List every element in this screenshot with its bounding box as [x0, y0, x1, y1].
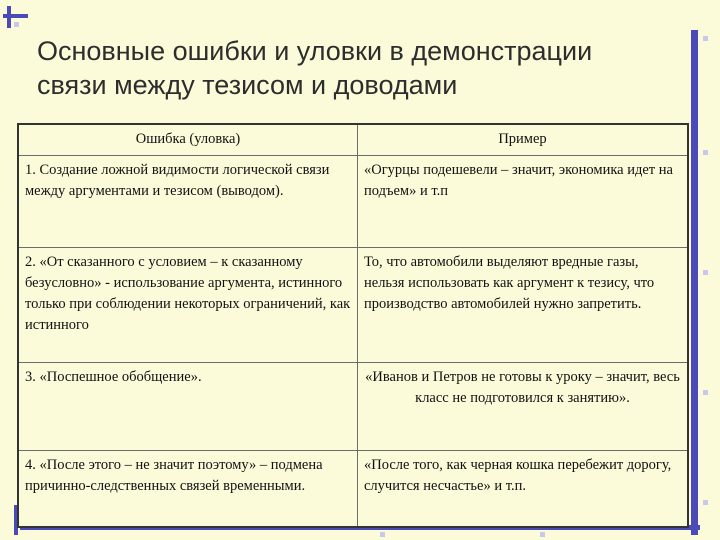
frame-dot [703, 270, 708, 275]
cell-example: «После того, как черная кошка перебежит дорогу, случится несчастье» и т.п. [358, 451, 689, 527]
table-row [18, 363, 688, 451]
frame-dot [14, 22, 19, 27]
cell-error: 2. «От сказанного с условием – к сказанному безусловно» - использование аргумента, истинного только при соблюдении некоторых ограничений, как истинного [18, 248, 358, 363]
table-row [18, 248, 688, 363]
cell-example: «Огурцы подешевели – значит, экономика идет на подъем» и т.п [358, 156, 689, 248]
frame-dot [540, 532, 545, 537]
title-line-1: Основные ошибки и уловки в демонстрации [37, 36, 593, 66]
cell-error: 1. Создание ложной видимости логической связи между аргументами и тезисом (выводом). [18, 156, 358, 248]
header-example: Пример [358, 124, 689, 156]
frame-dot [703, 390, 708, 395]
title-line-2: связи между тезисом и доводами [37, 70, 458, 100]
cell-error: 3. «Поспешное обобщение». [18, 363, 358, 451]
page-title [37, 34, 677, 102]
cell-example: «Иванов и Петров не готовы к уроку – значит, весь класс не подготовился к занятию». [358, 363, 689, 451]
header-error: Ошибка (уловка) [18, 124, 358, 156]
errors-table [17, 123, 689, 528]
table-row [18, 451, 688, 527]
frame-bar-left-top [7, 6, 11, 28]
frame-dot [703, 36, 708, 41]
frame-bar-right-vertical [691, 30, 698, 535]
frame-dot [380, 532, 385, 537]
cell-example: То, что автомобили выделяют вредные газы, нельзя использовать как аргумент к тезису, что производство автомобилей нужно запретить. [358, 248, 689, 363]
table-row [18, 156, 688, 248]
frame-dot [703, 150, 708, 155]
cell-error: 4. «После этого – не значит поэтому» – подмена причинно-следственных связей временными. [18, 451, 358, 527]
table-header-row [18, 124, 688, 156]
frame-dot [703, 500, 708, 505]
